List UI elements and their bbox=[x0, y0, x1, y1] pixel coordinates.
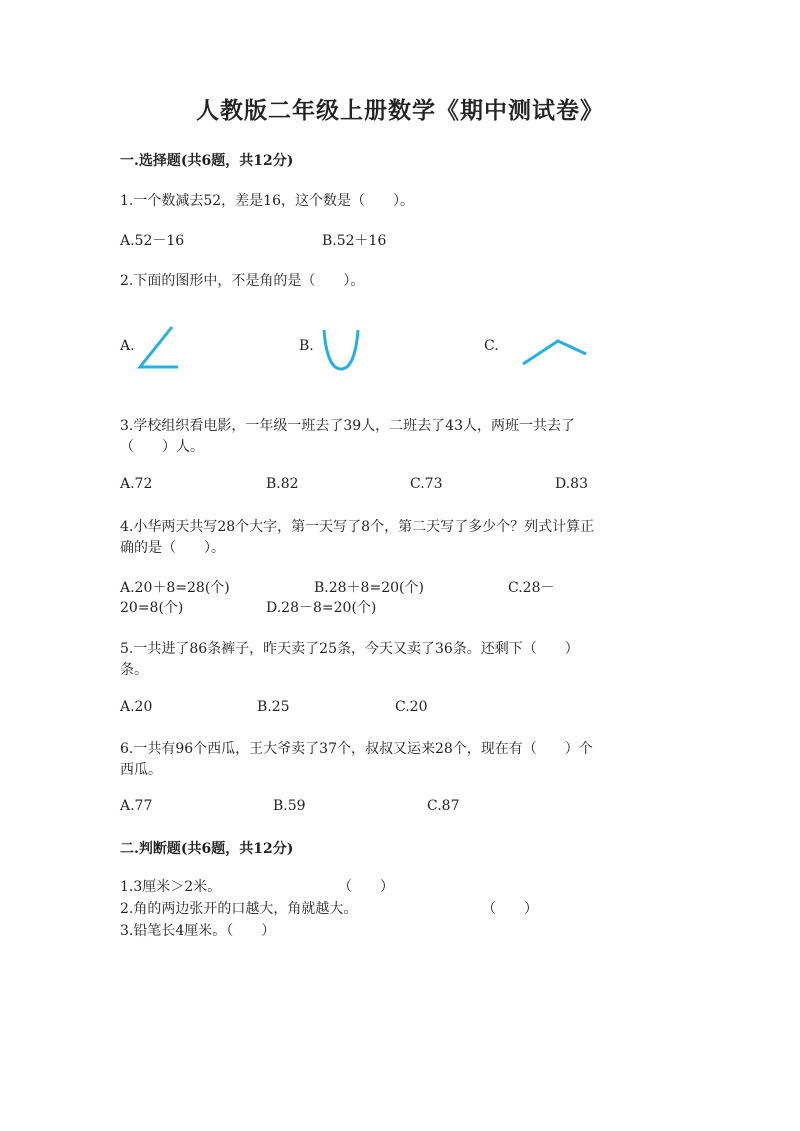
question-4-line-2: 确的是（ ）。 bbox=[120, 540, 225, 556]
q3-option-b: B.82 bbox=[266, 476, 299, 492]
q2-option-a: A. bbox=[120, 338, 135, 354]
q4-option-d: D.28－8=20(个) bbox=[266, 600, 377, 616]
q4-option-c-continued: 20=8(个) bbox=[120, 600, 184, 616]
tf-question-3: 3.铅笔长4厘米。（ ） bbox=[120, 923, 276, 939]
tf-question-2: 2.角的两边张开的口越大，角就越大。 bbox=[120, 901, 358, 917]
q5-option-b: B.25 bbox=[257, 699, 290, 715]
question-6-line-1: 6.一共有96个西瓜，王大爷卖了37个，叔叔又运来28个，现在有（ ）个 bbox=[120, 741, 593, 757]
q2-option-c: C. bbox=[484, 338, 499, 354]
question-6-line-2: 西瓜。 bbox=[120, 762, 162, 778]
q4-option-c: C.28－ bbox=[508, 580, 555, 596]
q3-option-c: C.73 bbox=[410, 476, 443, 492]
angle-figure-open bbox=[518, 334, 590, 368]
curve-figure bbox=[318, 326, 364, 374]
question-3-line-2: （ ）人。 bbox=[120, 439, 204, 455]
q4-option-b: B.28＋8=20(个) bbox=[314, 580, 424, 596]
q1-option-a: A.52－16 bbox=[120, 233, 185, 249]
angle-figure bbox=[136, 322, 184, 372]
q6-option-c: C.87 bbox=[427, 798, 460, 814]
question-3-line-1: 3.学校组织看电影，一年级一班去了39人，二班去了43人，两班一共去了 bbox=[120, 418, 575, 434]
tf-question-1: 1.3厘米＞2米。 bbox=[120, 879, 222, 895]
tf-question-2-blank: （ ） bbox=[482, 901, 538, 917]
question-2: 2.下面的图形中，不是角的是（ ）。 bbox=[120, 273, 365, 289]
question-4-line-1: 4.小华两天共写28个大字，第一天写了8个，第二天写了多少个？列式计算正 bbox=[120, 519, 595, 535]
q6-option-b: B.59 bbox=[273, 798, 306, 814]
question-5-line-2: 条。 bbox=[120, 662, 148, 678]
q3-option-a: A.72 bbox=[120, 476, 153, 492]
question-5-line-1: 5.一共进了86条裤子，昨天卖了25条，今天又卖了36条。还剩下（ ） bbox=[120, 641, 579, 657]
q2-option-b: B. bbox=[299, 338, 314, 354]
q6-option-a: A.77 bbox=[120, 798, 153, 814]
section-heading-choice: 一.选择题(共6题，共12分) bbox=[120, 153, 294, 169]
q3-option-d: D.83 bbox=[555, 476, 588, 492]
q5-option-a: A.20 bbox=[120, 699, 153, 715]
question-1: 1.一个数减去52，差是16，这个数是（ ）。 bbox=[120, 193, 414, 209]
tf-question-1-blank: （ ） bbox=[338, 879, 394, 895]
q5-option-c: C.20 bbox=[395, 699, 428, 715]
q1-option-b: B.52＋16 bbox=[322, 233, 387, 249]
page-title: 人教版二年级上册数学《期中测试卷》 bbox=[196, 97, 604, 124]
q4-option-a: A.20＋8=28(个) bbox=[120, 580, 230, 596]
section-heading-true-false: 二.判断题(共6题，共12分) bbox=[120, 841, 294, 857]
